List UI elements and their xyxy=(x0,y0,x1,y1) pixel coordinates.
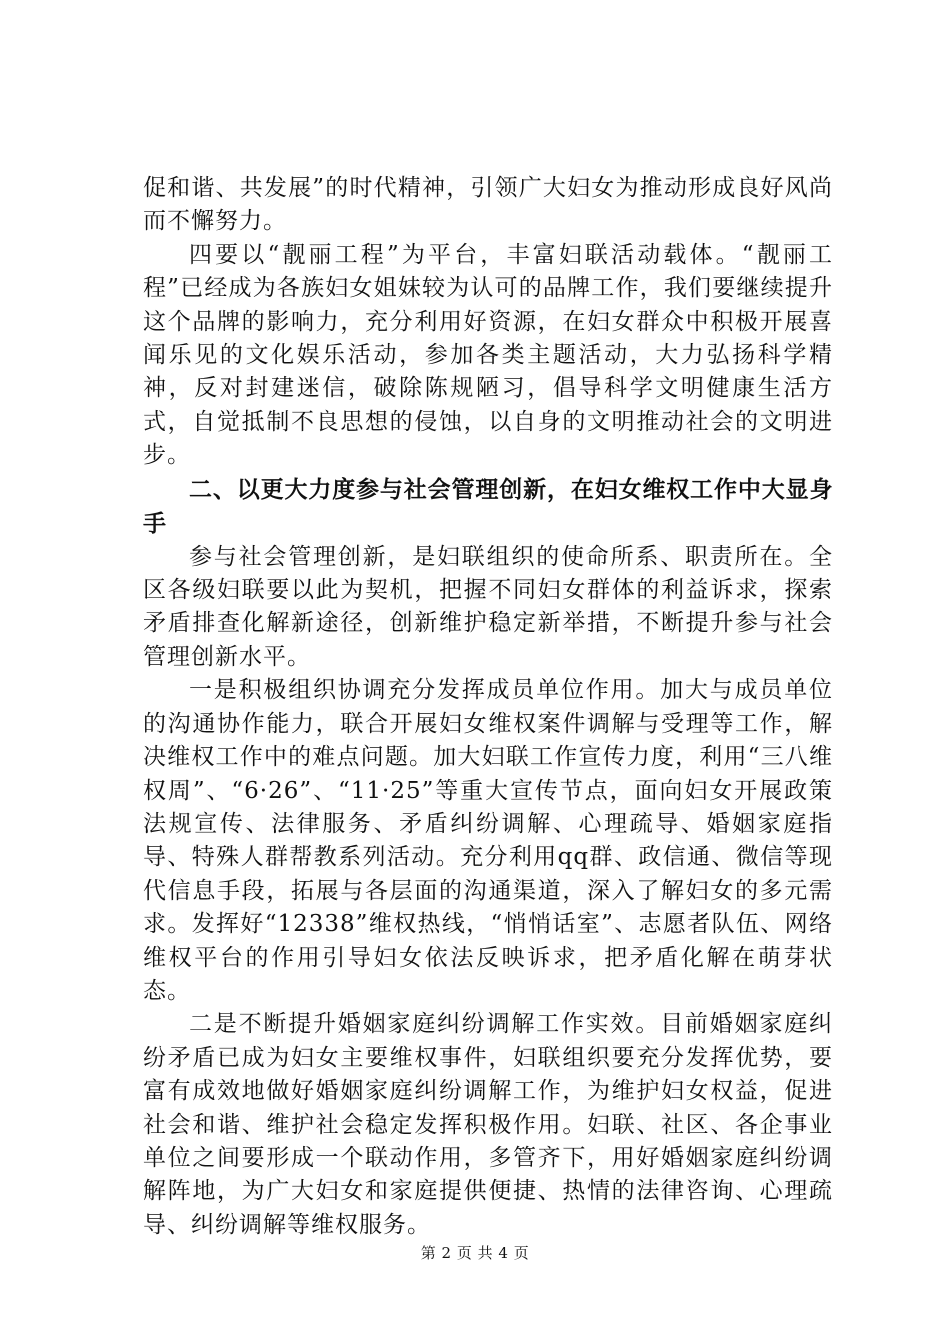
section-heading: 二、以更大力度参与社会管理创新，在妇女维权工作中大显身手 xyxy=(143,476,833,537)
page-number-footer: 第 2 页 共 4 页 xyxy=(420,1244,530,1262)
paragraph-marriage-mediation: 二是不断提升婚姻家庭纠纷调解工作实效。目前婚姻家庭纠纷矛盾已成为妇女主要维权事件，妇联组织要充分发挥优势，要富有成效地做好婚姻家庭纠纷调解工作，为维护妇女权益，促进社会和谐、维护社会稳定发挥积极作用。妇联、社区、各企事业单位之间要形成一个联动作用，多管齐下，用好婚姻家庭纠纷调解阵地，为广大妇女和家庭提供便捷、热情的法律咨询、心理疏导、纠纷调解等维权服务。 xyxy=(143,1011,833,1238)
paragraph-continuation: 促和谐、共发展”的时代精神，引领广大妇女为推动形成良好风尚而不懈努力。 xyxy=(143,175,833,235)
paragraph-member-units: 一是积极组织协调充分发挥成员单位作用。加大与成员单位的沟通协作能力，联合开展妇女维权案件调解与受理等工作，解决维权工作中的难点问题。加大妇联工作宣传力度，利用“三八维权周”、“6·26”、“11·25”等重大宣传节点，面向妇女开展政策法规宣传、法律服务、矛盾纠纷调解、心理疏导、婚姻家庭指导、特殊人群帮教系列活动。充分利用qq群、政信通、微信等现代信息手段，拓展与各层面的沟通渠道，深入了解妇女的多元需求。发挥好“12338”维权热线，“悄悄话室”、志愿者队伍、网络维权平台的作用引导妇女依法反映诉求，把矛盾化解在萌芽状态。 xyxy=(143,677,833,1004)
paragraph-social-management: 参与社会管理创新，是妇联组织的使命所系、职责所在。全区各级妇联要以此为契机，把握不同妇女群体的利益诉求，探索矛盾排查化解新途径，创新维护稳定新举措，不断提升参与社会管理创新水平。 xyxy=(143,543,833,670)
paragraph-beautiful-project: 四要以“靓丽工程”为平台，丰富妇联活动载体。“靓丽工程”已经成为各族妇女姐妹较为认可的品牌工作，我们要继续提升这个品牌的影响力，充分利用好资源，在妇女群众中积极开展喜闻乐见的文化娱乐活动，参加各类主题活动，大力弘扬科学精神，反对封建迷信，破除陈规陋习，倡导科学文明健康生活方式，自觉抵制不良思想的侵蚀，以自身的文明推动社会的文明进步。 xyxy=(143,241,833,469)
document-body xyxy=(143,172,833,1242)
